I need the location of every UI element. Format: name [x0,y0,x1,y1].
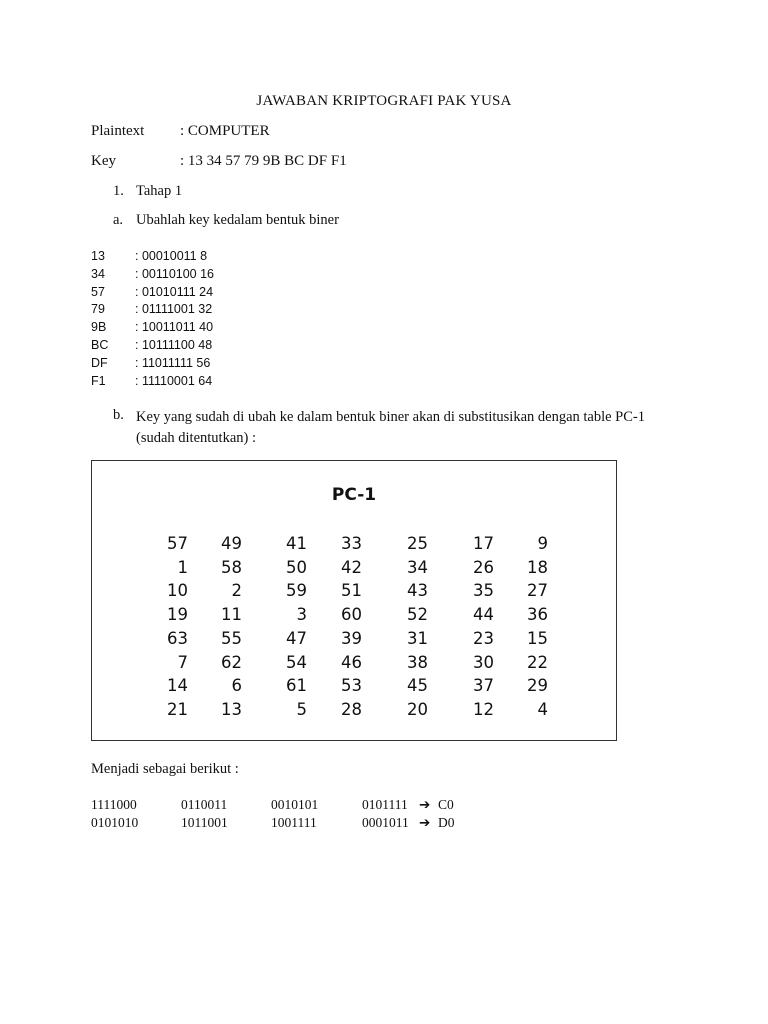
pc1-cell: 61 [286,676,307,696]
pc1-cell: 37 [473,676,494,696]
hex-value: DF [91,355,108,370]
pc1-cell: 29 [527,676,548,696]
hex-value: BC [91,337,109,352]
pc1-cell: 21 [167,699,188,719]
pc1-row [92,653,616,677]
result-group: 0001011 [362,815,409,830]
pc1-row [92,534,616,558]
pc1-cell: 58 [221,557,242,577]
pc1-cell: 4 [537,699,548,719]
pc1-cell: 5 [296,699,307,719]
pc1-cell: 36 [527,605,548,625]
pc1-cell: 46 [341,652,362,672]
binary-value: : 11011111 56 [135,355,211,370]
step-b-text: Key yang sudah di ubah ke dalam bentuk biner akan di substitusikan dengan table PC-1 (sudah ditentutkan) : [136,409,646,446]
binary-value: : 10111100 48 [135,337,213,352]
pc1-cell: 19 [167,605,188,625]
pc1-cell: 43 [407,581,428,601]
pc1-cell: 53 [341,676,362,696]
plaintext-label: Plaintext [91,123,145,139]
document-title: JAWABAN KRIPTOGRAFI PAK YUSA [256,93,512,109]
pc1-cell: 42 [341,557,362,577]
hex-value: 34 [91,266,105,281]
pc1-cell: 33 [341,534,362,553]
pc1-cell: 27 [527,581,548,601]
pc1-cell: 9 [537,534,548,553]
result-group: 0101010 [91,815,139,830]
plaintext-value: : COMPUTER [180,123,270,139]
pc1-cell: 12 [473,699,494,719]
pc1-cell: 15 [527,628,548,648]
result-group: 1001111 [271,815,317,830]
pc1-cell: 54 [286,652,307,672]
binary-value: : 00110100 16 [135,266,215,281]
pc1-row [92,629,616,653]
result-group: 0110011 [181,797,228,812]
pc1-cell: 1 [177,557,188,577]
pc1-cell: 34 [407,557,428,577]
pc1-cell: 57 [167,534,188,553]
hex-value: 57 [91,284,105,299]
binary-value: : 01111001 32 [135,302,213,317]
hex-value: 79 [91,302,105,317]
pc1-cell: 22 [527,652,548,672]
pc1-row [92,558,616,582]
pc1-cell: 49 [221,534,242,553]
binary-value: : 01010111 24 [135,284,214,299]
pc1-cell: 10 [167,581,188,601]
result-group: 1011001 [181,815,228,830]
result-group: 1111000 [91,797,137,812]
pc1-cell: 25 [407,534,428,553]
pc1-cell: 39 [341,628,362,648]
step-1-text: Tahap 1 [136,183,183,199]
result-group: 0101111 [362,797,408,812]
pc1-cell: 11 [221,605,242,625]
pc1-cell: 17 [473,534,494,553]
pc1-cell: 26 [473,557,494,577]
pc1-cell: 35 [473,581,494,601]
binary-value: : 11110001 64 [135,373,213,388]
hex-value: F1 [91,373,106,388]
step-1-number: 1. [113,183,124,199]
step-a-number: a. [113,212,124,228]
binary-value: : 00010011 8 [135,249,208,263]
pc1-cell: 44 [473,605,494,625]
pc1-row [92,676,616,700]
pc1-cell: 41 [286,534,307,553]
pc1-cell: 47 [286,628,307,648]
pc1-row [92,605,616,629]
pc1-cell: 60 [341,605,362,625]
pc1-cell: 51 [341,581,362,601]
pc1-row [92,700,616,724]
hex-value: 9B [91,320,107,335]
pc1-cell: 55 [221,628,242,648]
pc1-cell: 3 [296,605,307,625]
binary-value: : 10011011 40 [135,320,214,335]
arrow-icon: ➔ [419,797,431,812]
menjadi-text: Menjadi sebagai berikut : [91,761,239,777]
step-a-text: Ubahlah key kedalam bentuk biner [136,212,339,228]
arrow-icon: ➔ [419,815,431,830]
pc1-cell: 13 [221,699,242,719]
pc1-cell: 52 [407,605,428,625]
pc1-cell: 38 [407,652,428,672]
pc1-cell: 30 [473,652,494,672]
pc1-table-image [91,460,617,741]
pc1-cell: 50 [286,557,307,577]
pc1-cell: 28 [341,699,362,719]
pc1-cell: 59 [286,581,307,601]
pc1-cell: 7 [177,652,188,672]
pc1-cell: 23 [473,628,494,648]
pc1-cell: 18 [527,557,548,577]
result-label: C0 [438,797,454,812]
key-label: Key [91,153,116,169]
pc1-cell: 63 [167,628,188,648]
pc1-cell: 2 [231,581,242,601]
pc1-row [92,581,616,605]
pc1-title: PC-1 [331,485,377,505]
pc1-cell: 14 [167,676,188,696]
result-label: D0 [438,815,455,830]
key-value: : 13 34 57 79 9B BC DF F1 [180,153,347,169]
result-group: 0010101 [271,797,319,812]
pc1-cell: 62 [221,652,242,672]
pc1-cell: 45 [407,676,428,696]
pc1-cell: 31 [407,628,428,648]
pc1-cell: 20 [407,699,428,719]
pc1-cell: 6 [231,676,242,696]
step-b-number: b. [113,407,124,423]
hex-value: 13 [91,249,105,263]
